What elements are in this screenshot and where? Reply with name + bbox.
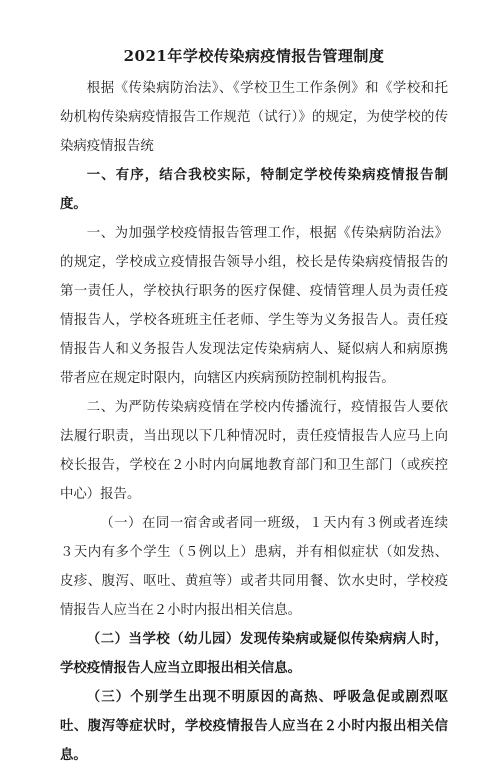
paragraph-item-3: （三）个别学生出现不明原因的高热、呼吸急促或剧烈呕吐、腹泻等症状时，学校疫情报告人应当在２小时内报出相关信息。 xyxy=(60,689,448,763)
paragraph-section-2: 二、为严防传染病疫情在学校内传播流行，疫情报告人要依法履行职责，当出现以下几种情况时，责任疫情报告人应马上向校长报告，学校在２小时内向属地教育部门和卫生部门（或疾控中心）报告。 xyxy=(60,400,448,502)
paragraph-heading: 一、有序，结合我校实际，特制定学校传染病疫情报告制度。 xyxy=(60,167,448,212)
paragraph-item-1: （一）在同一宿舍或者同一班级，１天内有３例或者连续３天内有多个学生（５例以上）患病，并有相似症状（如发热、皮疹、腹泻、呕吐、黄疸等）或者共同用餐、饮水史时，学校疫情报告人应当在２小时内报出相关信息。 xyxy=(60,516,448,618)
paragraph-item-2: （二）当学校（幼儿园）发现传染病或疑似传染病病人时，学校疫情报告人应当立即报出相关信息。 xyxy=(60,631,448,676)
document-title: 2021年学校传染病疫情报告管理制度 xyxy=(123,47,385,65)
document-body xyxy=(60,74,448,770)
paragraph-section-1: 一、为加强学校疫情报告管理工作，根据《传染病防治法》的规定，学校成立疫情报告领导小组，校长是传染病疫情报告的第一责任人，学校执行职务的医疗保健、疫情管理人员为责任疫情报告人，学校各班班主任老师、学生等为义务报告人。责任疫情报告人和义务报告人发现法定传染病病人、疑似病人和病原携带者应在规定时限内，向辖区内疾病预防控制机构报告。 xyxy=(60,226,448,386)
paragraph-intro: 根据《传染病防治法》、《学校卫生工作条例》和《学校和托幼机构传染病疫情报告工作规范（试行）》的规定，为使学校的传染病疫情报告统 xyxy=(60,81,448,154)
